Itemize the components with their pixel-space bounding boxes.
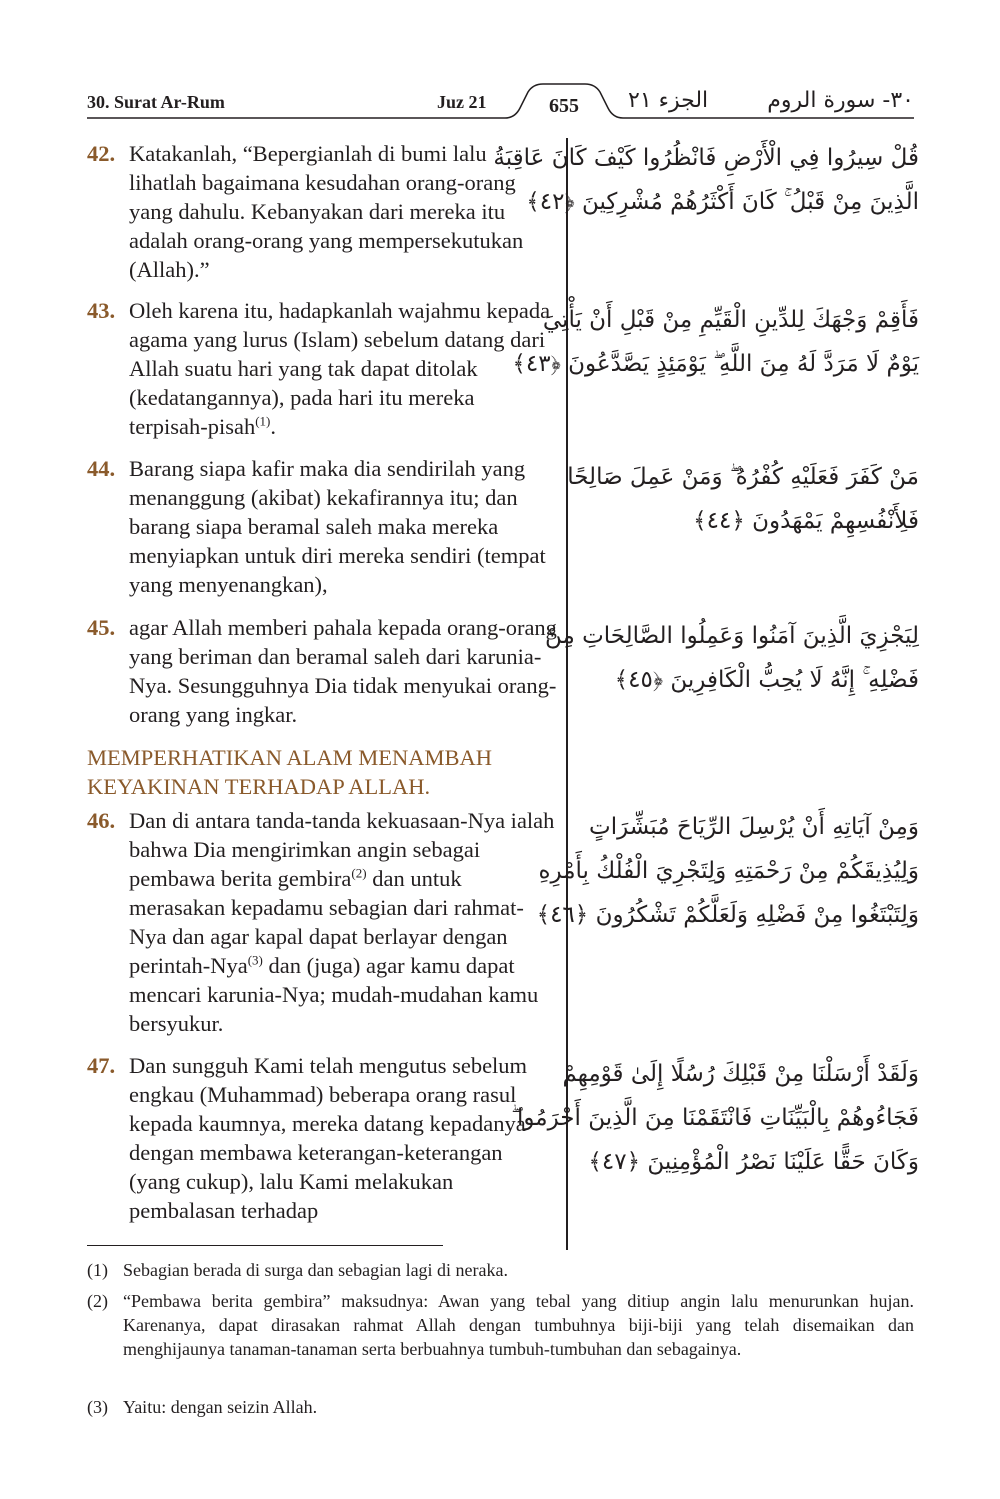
verse-number: 44. [87, 456, 116, 481]
surah-title: 30. Surat Ar-Rum [87, 92, 225, 112]
section-heading: MEMPERHATIKAN ALAM MENAMBAH KEYAKINAN TERHADAP ALLAH. [87, 745, 493, 799]
verse-42-arabic [493, 136, 919, 224]
arabic-line: يَوْمٌ لَا مَرَدَّ لَهُ مِنَ اللَّهِ ۖ يَوْمَئِذٍ يَصَّدَّعُونَ ﴿٤٣﴾ [512, 351, 919, 377]
surah-arabic: ٣٠- سورة الروم [767, 88, 914, 113]
verse-translation: Katakanlah, “Bepergianlah di bumi lalu lihatlah bagaimana kesudahan orang-orang yang dahulu. Kebanyakan dari mereka itu adalah orang-orang yang mempersekutukan (Allah).” [129, 141, 524, 282]
footnote-2 [87, 1289, 914, 1361]
footnote-mark: (2) [87, 1291, 108, 1311]
footnote-ref-3: (3) [247, 952, 263, 968]
verse-42 [87, 139, 557, 284]
arabic-line: فَأَقِمْ وَجْهَكَ لِلدِّينِ الْقَيِّمِ مِنْ قَبْلِ أَنْ يَأْتِيَ [542, 307, 919, 333]
verse-number: 45. [87, 615, 116, 640]
translation-text-end: . [270, 414, 277, 439]
verse-translation [129, 296, 557, 441]
verse-45 [87, 613, 557, 729]
header-rule [0, 0, 1000, 140]
arabic-line: فَلِأَنْفُسِهِمْ يَمْهَدُونَ ﴿٤٤﴾ [693, 508, 919, 534]
verse-47-arabic [511, 1052, 919, 1184]
translation-text: Dan di antara tanda-tanda kekuasaan-Nya ialah bahwa Dia mengirimkan angin sebagai pembawa berita gembira [129, 808, 555, 891]
verse-45-arabic [544, 614, 919, 702]
verse-46 [87, 806, 557, 1038]
juz-arabic: الجزء ٢١ [628, 88, 709, 113]
footnote-mark: (3) [87, 1397, 108, 1417]
verse-number: 46. [87, 808, 116, 833]
arabic-line: الَّذِينَ مِنْ قَبْلُ ۚ كَانَ أَكْثَرُهُمْ مُشْرِكِينَ ﴿٤٢﴾ [526, 189, 919, 215]
verse-43-arabic [512, 298, 919, 386]
footnote-ref-1: (1) [255, 413, 271, 429]
page-number: 655 [549, 95, 579, 117]
verse-47 [87, 1051, 557, 1225]
verse-translation: Dan sungguh Kami telah mengutus sebelum engkau (Muhammad) beberapa orang rasul kepada kaumnya, mereka datang kepadanya dengan membawa keterangan-keterangan (yang cukup), lalu Kami melakukan pembalasan terhadap [129, 1053, 528, 1223]
verse-44-arabic [567, 455, 919, 543]
arabic-line: وَمِنْ آيَاتِهِ أَنْ يُرْسِلَ الرِّيَاحَ مُبَشِّرَاتٍ [589, 814, 919, 840]
arabic-line: مَنْ كَفَرَ فَعَلَيْهِ كُفْرُهُ ۖ وَمَنْ عَمِلَ صَالِحًا [567, 464, 919, 490]
verse-44 [87, 454, 557, 599]
verse-number: 42. [87, 141, 116, 166]
verse-43 [87, 296, 557, 441]
arabic-line: لِيَجْزِيَ الَّذِينَ آمَنُوا وَعَمِلُوا الصَّالِحَاتِ مِنْ [544, 623, 919, 649]
footnote-3 [87, 1395, 914, 1419]
footnote-rule [87, 1245, 443, 1246]
translation-text: dan (juga) agar kamu dapat mencari karunia-Nya; mudah-mudahan kamu bersyukur. [129, 953, 539, 1036]
translation-text: Oleh karena itu, hadapkanlah wajahmu kepada agama yang lurus (Islam) sebelum datang dari Allah suatu hari yang tak dapat ditolak (kedatangannya), pada hari itu mereka terpisah-pisah [129, 298, 551, 439]
juz-label: Juz 21 [437, 92, 487, 112]
verse-number: 47. [87, 1053, 116, 1078]
arabic-line: قُلْ سِيرُوا فِي الْأَرْضِ فَانْظُرُوا كَيْفَ كَانَ عَاقِبَةُ [493, 145, 919, 171]
footnote-mark: (1) [87, 1260, 108, 1280]
arabic-line: فَضْلِهِ ۚ إِنَّهُ لَا يُحِبُّ الْكَافِرِينَ ﴿٤٥﴾ [614, 667, 919, 693]
footnote-text: Yaitu: dengan seizin Allah. [123, 1397, 318, 1417]
verse-translation: agar Allah memberi pahala kepada orang-orang yang beriman dan beramal saleh dari karunia-Nya. Sesungguhnya Dia tidak menyukai orang-orang yang ingkar. [129, 615, 557, 727]
verse-translation: Barang siapa kafir maka dia sendirilah yang menanggung (akibat) kekafirannya itu; dan barang siapa beramal saleh maka mereka menyiapkan untuk diri mereka sendiri (tempat yang menyenangkan), [129, 456, 546, 597]
footnote-ref-2: (2) [351, 865, 367, 881]
verse-translation [129, 806, 557, 1038]
arabic-line: وَلِتَبْتَغُوا مِنْ فَضْلِهِ وَلَعَلَّكُمْ تَشْكُرُونَ ﴿٤٦﴾ [536, 902, 919, 928]
footnote-text: Sebagian berada di surga dan sebagian lagi di neraka. [123, 1260, 509, 1280]
translation-text: dan untuk merasakan kepadamu sebagian dari rahmat-Nya dan agar kapal dapat berlayar dengan perintah-Nya [129, 866, 524, 978]
arabic-line: وَلَقَدْ أَرْسَلْنَا مِنْ قَبْلِكَ رُسُلًا إِلَىٰ قَوْمِهِمْ [562, 1061, 919, 1087]
arabic-line: وَلِيُذِيقَكُمْ مِنْ رَحْمَتِهِ وَلِتَجْرِيَ الْفُلْكُ بِأَمْرِهِ [538, 858, 919, 884]
verse-number: 43. [87, 298, 116, 323]
footnote-text: “Pembawa berita gembira” maksudnya: Awan yang tebal yang ditiup angin lalu menurunkan hujan. Karenanya, dapat dirasakan rahmat Allah dengan tumbuhnya biji-biji yang telah disemaikan dan menghijaunya tanaman-tanaman serta berbuahnya tumbuh-tumbuhan dan sebagainya. [123, 1291, 914, 1359]
verse-46-arabic [536, 805, 919, 937]
arabic-line: فَجَاءُوهُمْ بِالْبَيِّنَاتِ فَانْتَقَمْنَا مِنَ الَّذِينَ أَجْرَمُوا ۖ [511, 1105, 919, 1131]
footnote-1 [87, 1258, 914, 1282]
arabic-line: وَكَانَ حَقًّا عَلَيْنَا نَصْرُ الْمُؤْمِنِينَ ﴿٤٧﴾ [588, 1149, 919, 1175]
